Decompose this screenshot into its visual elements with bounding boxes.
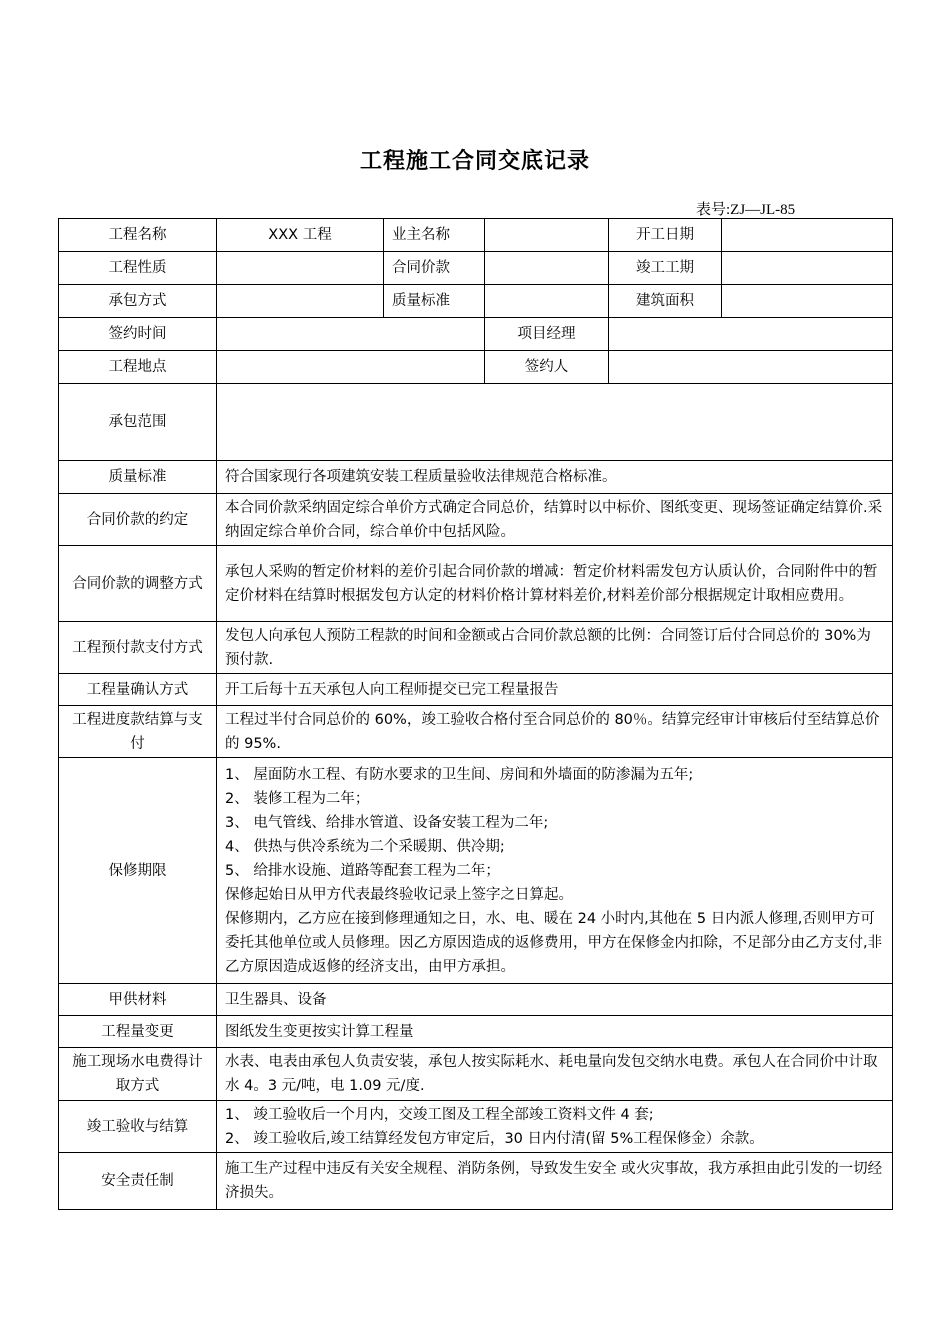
sign-time-value[interactable] xyxy=(217,318,485,351)
safety-label: 安全责任制 xyxy=(59,1153,217,1210)
page-title: 工程施工合同交底记录 xyxy=(359,149,590,174)
area-value[interactable] xyxy=(722,285,893,318)
progress-payment-value: 工程过半付合同总价的 60%，竣工验收合格付至合同总价的 80％。结算完经审计审核后付至结算总价的 95%. xyxy=(217,706,893,758)
warranty-value xyxy=(217,758,893,984)
warranty-line: 5、 给排水设施、道路等配套工程为二年； xyxy=(225,862,500,879)
quantity-change-label: 工程量变更 xyxy=(59,1016,217,1048)
location-label: 工程地点 xyxy=(59,351,217,384)
contract-price-value[interactable] xyxy=(485,252,609,285)
row-acceptance xyxy=(59,1101,893,1153)
row-quantity-confirm xyxy=(59,674,893,706)
price-adjust-value: 承包人采购的暂定价材料的差价引起合同价款的增减：暂定价材料需发包方认质认价，合同附件中的暂定价材料在结算时根据发包方认定的材料价格计算材料差价,材料差价部分根据规定计取相应费用。 xyxy=(217,546,893,622)
safety-value: 施工生产过程中违反有关安全规程、消防条例，导致发生安全 或火灾事故，我方承担由此引发的一切经济损失。 xyxy=(217,1153,893,1210)
row-project-name xyxy=(59,219,893,252)
completion-label: 竣工工期 xyxy=(609,252,722,285)
prepayment-value: 发包人向承包人预防工程款的时间和金额或占合同价款总额的比例：合同签订后付合同总价的 30%为预付款. xyxy=(217,622,893,674)
start-date-label: 开工日期 xyxy=(609,219,722,252)
owner-materials-label: 甲供材料 xyxy=(59,984,217,1016)
nature-label: 工程性质 xyxy=(59,252,217,285)
price-adjust-label: 合同价款的调整方式 xyxy=(59,546,217,622)
progress-payment-label: 工程进度款结算与支付 xyxy=(59,706,217,758)
form-number: 表号:ZJ—JL-85 xyxy=(696,202,796,218)
quantity-confirm-value: 开工后每十五天承包人向工程师提交已完工程量报告 xyxy=(217,674,893,706)
warranty-line: 3、 电气管线、给排水管道、设备安装工程为二年; xyxy=(225,814,549,831)
contract-mode-value[interactable] xyxy=(217,285,384,318)
pm-value[interactable] xyxy=(609,318,893,351)
area-label: 建筑面积 xyxy=(609,285,722,318)
price-agreement-label: 合同价款的约定 xyxy=(59,494,217,546)
quality-value: 符合国家现行各项建筑安装工程质量验收法律规范合格标准。 xyxy=(217,461,893,494)
row-prepayment xyxy=(59,622,893,674)
owner-label: 业主名称 xyxy=(384,219,485,252)
quality-std-label: 质量标准 xyxy=(384,285,485,318)
warranty-line: 4、 供热与供冷系统为二个采暖期、供冷期; xyxy=(225,838,505,855)
quantity-confirm-label: 工程量确认方式 xyxy=(59,674,217,706)
price-agreement-value: 本合同价款采纳固定综合单价方式确定合同总价，结算时以中标价、图纸变更、现场签证确定结算价.采纳固定综合单价合同，综合单价中包括风险。 xyxy=(217,494,893,546)
utilities-value: 水表、电表由承包人负责安装，承包人按实际耗水、耗电量向发包交纳水电费。承包人在合同价中计取水 4。3 元/吨，电 1.09 元/度. xyxy=(217,1048,893,1101)
signer-value[interactable] xyxy=(609,351,893,384)
row-owner-materials xyxy=(59,984,893,1016)
pm-label: 项目经理 xyxy=(485,318,609,351)
row-safety xyxy=(59,1153,893,1210)
completion-value[interactable] xyxy=(722,252,893,285)
sign-time-label: 签约时间 xyxy=(59,318,217,351)
row-contract-mode xyxy=(59,285,893,318)
owner-materials-value: 卫生器具、设备 xyxy=(217,984,893,1016)
row-location xyxy=(59,351,893,384)
owner-value[interactable] xyxy=(485,219,609,252)
row-utilities xyxy=(59,1048,893,1101)
scope-value[interactable] xyxy=(217,384,893,461)
acceptance-line: 1、 竣工验收后一个月内，交竣工图及工程全部竣工资料文件 4 套; xyxy=(225,1106,654,1123)
warranty-label: 保修期限 xyxy=(59,758,217,984)
row-sign-time xyxy=(59,318,893,351)
location-value[interactable] xyxy=(217,351,485,384)
project-name-label: 工程名称 xyxy=(59,219,217,252)
start-date-value[interactable] xyxy=(722,219,893,252)
acceptance-value xyxy=(217,1101,893,1153)
scope-label: 承包范围 xyxy=(59,384,217,461)
prepayment-label: 工程预付款支付方式 xyxy=(59,622,217,674)
row-project-nature xyxy=(59,252,893,285)
quality-std-value[interactable] xyxy=(485,285,609,318)
utilities-label: 施工现场水电费得计取方式 xyxy=(59,1048,217,1101)
signer-label: 签约人 xyxy=(485,351,609,384)
warranty-line: 保修起始日从甲方代表最终验收记录上签字之日算起。 xyxy=(225,886,573,903)
contract-mode-label: 承包方式 xyxy=(59,285,217,318)
row-quantity-change xyxy=(59,1016,893,1048)
row-price-adjust xyxy=(59,546,893,622)
row-quality xyxy=(59,461,893,494)
contract-briefing-table xyxy=(58,218,893,1210)
quality-label: 质量标准 xyxy=(59,461,217,494)
acceptance-line: 2、 竣工验收后,竣工结算经发包方审定后，30 日内付清(留 5%工程保修金）余款。 xyxy=(225,1130,764,1147)
row-progress-payment xyxy=(59,706,893,758)
quantity-change-value: 图纸发生变更按实计算工程量 xyxy=(217,1016,893,1048)
acceptance-label: 竣工验收与结算 xyxy=(59,1101,217,1153)
row-price-agreement xyxy=(59,494,893,546)
warranty-line: 1、 屋面防水工程、有防水要求的卫生间、房间和外墙面的防渗漏为五年; xyxy=(225,766,694,783)
contract-price-label: 合同价款 xyxy=(384,252,485,285)
warranty-paragraph: 保修期内，乙方应在接到修理通知之日，水、电、暖在 24 小时内,其他在 5 日内派人修理,否则甲方可委托其他单位或人员修理。因乙方原因造成的返修费用，甲方在保修金内扣除，不足部分由乙方支付,非乙方原因造成返修的经济支出，由甲方承担。 xyxy=(225,910,883,975)
row-scope xyxy=(59,384,893,461)
project-name-value[interactable]: XXX 工程 xyxy=(217,219,384,252)
warranty-line: 2、 装修工程为二年； xyxy=(225,790,370,807)
nature-value[interactable] xyxy=(217,252,384,285)
row-warranty xyxy=(59,758,893,984)
